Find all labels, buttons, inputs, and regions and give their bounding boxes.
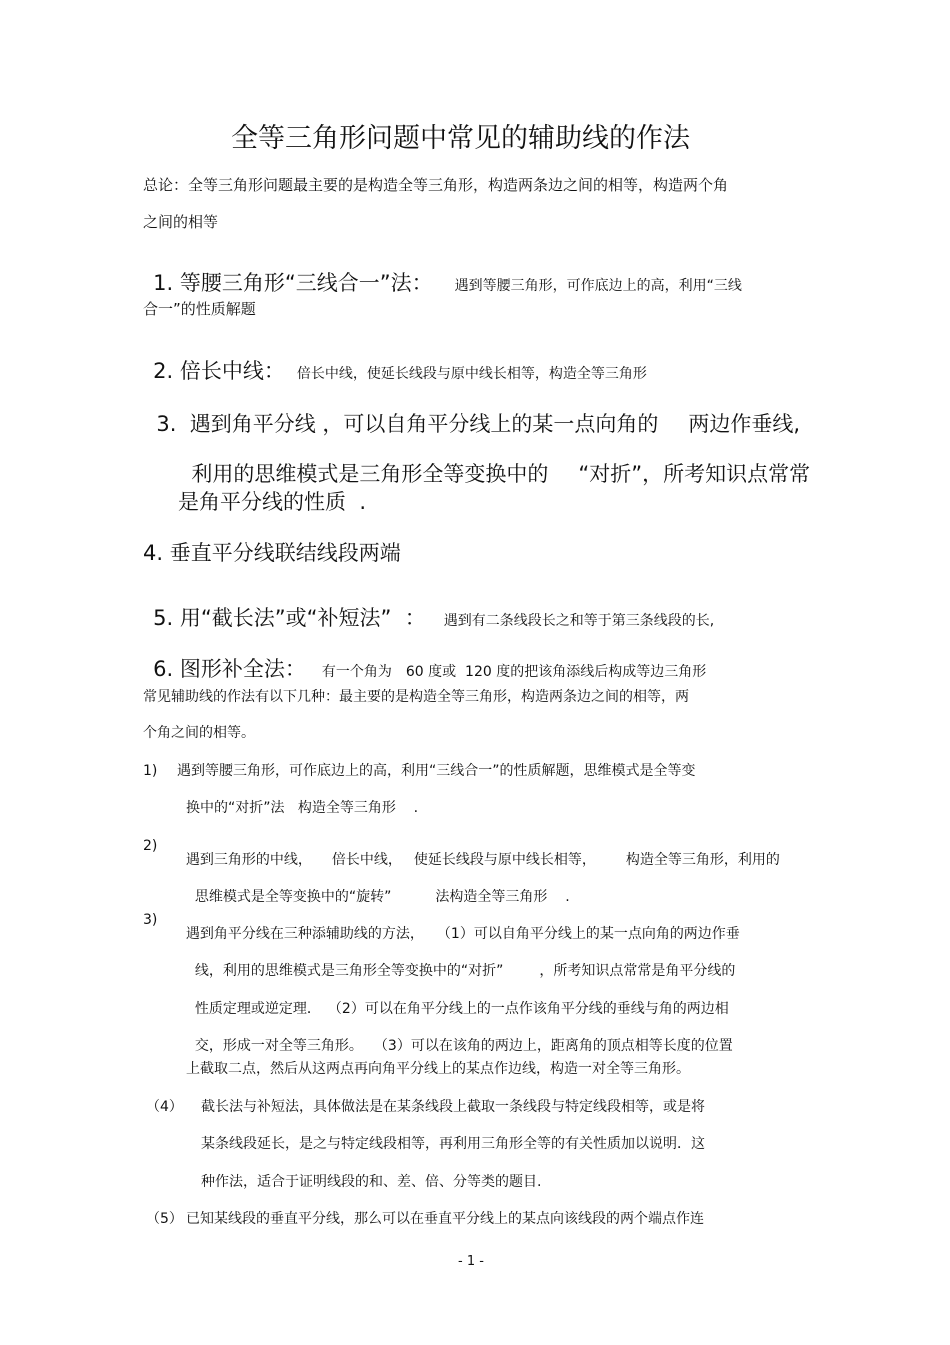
item-4-line-1: 截长法与补短法，具体做法是在某条线段上截取一条线段与特定线段相等，或是将: [201, 1099, 705, 1115]
item-3-line-2: [186, 950, 735, 978]
method-2: [143, 345, 647, 382]
item-2-line-1-part-1: 遇到三角形的中线，: [185, 852, 312, 868]
method-5-heading: 5. 用“截长法”或“补短法” ：: [153, 606, 426, 630]
method-6-text-b: 60 度或 120 度的把该角添线后构成等边三角形: [405, 664, 707, 680]
method-6-heading: 6. 图形补全法：: [153, 657, 306, 681]
item-2-line-1-part-2: 倍长中线，: [331, 852, 402, 868]
method-4-heading: 4. 垂直平分线联结线段两端: [143, 541, 401, 565]
item-3-line-1-part-1: 遇到角平分线在三种添辅助线的方法，: [185, 926, 424, 942]
item-3-line-4: [186, 1025, 733, 1053]
item-3-line-4-part-1: 交，形成一对全等三角形。: [194, 1038, 363, 1054]
item-4-line-2: 某条线段延长，是之与特定线段相等，再利用三角形全等的有关性质加以说明．这: [201, 1136, 705, 1152]
method-3-line-1b: 两边作垂线,: [688, 412, 801, 436]
item-1-number: 1): [143, 763, 158, 779]
item-4-line-3: 种作法，适合于证明线段的和、差、倍、分等类的题目.: [201, 1174, 542, 1190]
item-2-line-1-part-4: 构造全等三角形，利用的: [625, 852, 780, 868]
item-3-line-3: [186, 988, 729, 1016]
item-3-line-3-part-1: 性质定理或逆定理．: [194, 1001, 321, 1017]
summary-line-1: 常见辅助线的作法有以下几种：最主要的是构造全等三角形，构造两条边之间的相等，两: [143, 689, 689, 705]
item-2-line-2: [186, 876, 570, 904]
item-3-line-2-part-2: ，所考知识点常常是角平分线的: [539, 963, 736, 979]
item-2-line-1-part-3: 使延长线段与原中线长相等，: [413, 852, 596, 868]
item-2-number: 2): [143, 838, 158, 854]
intro-line-2: 之间的相等: [143, 213, 219, 231]
item-3-number: 3): [143, 912, 158, 928]
method-3-line-3: 是角平分线的性质 .: [178, 490, 367, 514]
item-1-line-1: 遇到等腰三角形，可作底边上的高，利用“三线合一”的性质解题，思维模式是全等变: [177, 763, 696, 779]
item-3-line-5: 上截取二点，然后从这两点再向角平分线上的某点作边线，构造一对全等三角形。: [186, 1061, 690, 1077]
method-2-heading: 2. 倍长中线：: [153, 359, 285, 383]
method-1-text: 遇到等腰三角形，可作底边上的高，利用“三线: [454, 278, 742, 294]
method-3-line-2a: 利用的思维模式是三角形全等变换中的: [191, 462, 549, 486]
method-1-cont: 合一”的性质解题: [143, 300, 256, 318]
item-2-line-1: [177, 839, 780, 867]
method-5-text: 遇到有二条线段长之和等于第三条线段的长,: [443, 613, 715, 629]
page-title: 全等三角形问题中常见的辅助线的作法: [231, 123, 690, 154]
item-1-line-2: 换中的“对折”法 构造全等三角形 .: [186, 800, 419, 816]
item-4-number: （4）: [146, 1099, 183, 1115]
item-3-line-2-part-1: 线，利用的思维模式是三角形全等变换中的“对折”: [194, 963, 504, 979]
item-3-line-3-part-2: （2）可以在角平分线上的一点作该角平分线的垂线与角的两边相: [334, 1001, 729, 1017]
method-2-text: 倍长中线，使延长线段与原中线长相等，构造全等三角形: [296, 366, 647, 382]
method-5: [143, 592, 714, 629]
page-number: - 1 -: [458, 1254, 484, 1269]
method-3-line-2: [178, 443, 810, 485]
method-6-text-a: 有一个角为: [321, 664, 392, 680]
item-5-number: （5）: [146, 1211, 183, 1227]
method-6: [143, 643, 706, 680]
method-3-line-1a: 3. 遇到角平分线 ，可以自角平分线上的某一点向角的: [156, 412, 659, 436]
item-3-line-1-part-2: （1）可以自角平分线上的某一点向角的两边作垂: [443, 926, 740, 942]
summary-line-2: 个角之间的相等。: [143, 725, 255, 741]
method-1: [143, 257, 742, 294]
item-2-line-2-part-1: 思维模式是全等变换中的“旋转”: [194, 889, 392, 905]
intro-line-1: 总论：全等三角形问题最主要的是构造全等三角形，构造两条边之间的相等，构造两个角: [143, 176, 729, 194]
method-3-line-2b: “对折”，所考知识点常常: [578, 462, 811, 486]
method-1-heading: 1. 等腰三角形“三线合一”法：: [153, 271, 433, 295]
item-3-line-4-part-2: （3）可以在该角的两边上，距离角的顶点相等长度的位置: [380, 1038, 733, 1054]
item-2-line-2-part-2: 法构造全等三角形 .: [435, 889, 570, 905]
item-3-line-1: [177, 913, 740, 941]
method-3-line-1: [143, 393, 800, 435]
item-5-line-1: 已知某线段的垂直平分线，那么可以在垂直平分线上的某点向该线段的两个端点作连: [186, 1211, 704, 1227]
